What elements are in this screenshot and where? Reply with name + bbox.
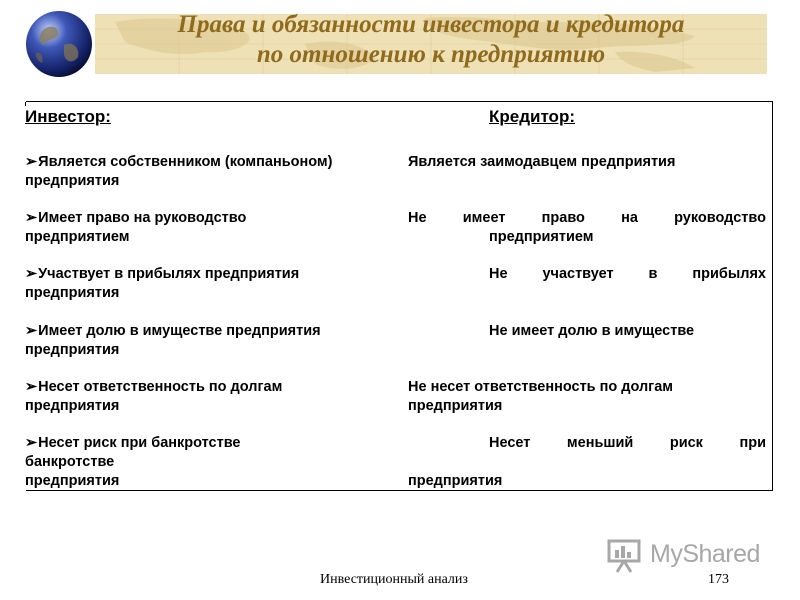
investor-item-4-line-2: предприятия xyxy=(25,342,120,358)
investor-item-3-line-1: Участвует в прибылях предприятия xyxy=(38,266,300,282)
title-line-1: Права и обязанности инвестора и кредитора xyxy=(177,11,685,38)
word: прибылях xyxy=(692,266,766,282)
creditor-item-1-line-1: Является заимодавцем предприятия xyxy=(408,154,676,170)
creditor-item-2 xyxy=(408,209,766,247)
arrow-bullet-icon: ➢ xyxy=(25,210,38,226)
creditor-item-2-line-1 xyxy=(408,209,766,228)
investor-item-1-line-1: Является собственником (компаньоном) xyxy=(38,154,333,170)
word: в xyxy=(648,266,658,282)
word: участвует xyxy=(542,266,614,282)
investor-item-2-line-2: предприятием xyxy=(25,229,130,245)
footer-subject: Инвестиционный анализ xyxy=(320,572,468,587)
creditor-item-5 xyxy=(408,378,673,416)
investor-item-6 xyxy=(25,434,241,491)
word: риск xyxy=(669,435,703,451)
word: имеет xyxy=(462,210,506,226)
word: руководство xyxy=(674,210,766,226)
globe-icon xyxy=(24,9,94,79)
creditor-item-6-line-1-wrap xyxy=(489,434,766,453)
creditor-item-1 xyxy=(408,153,675,172)
investor-item-1-line-2: предприятия xyxy=(25,173,120,189)
word: право xyxy=(541,210,585,226)
investor-item-5-line-2: предприятия xyxy=(25,398,120,414)
creditor-item-4 xyxy=(489,322,694,341)
creditor-item-6-line-2: предприятия xyxy=(408,473,503,489)
arrow-bullet-icon: ➢ xyxy=(25,266,38,282)
watermark-text: MyShared xyxy=(650,540,760,568)
creditor-item-6 xyxy=(408,472,502,491)
investor-item-5-line-1: Несет ответственность по долгам xyxy=(38,379,283,395)
title-line-2: по отношению к предприятию xyxy=(256,41,606,68)
investor-item-4 xyxy=(25,322,321,360)
creditor-item-3-line-1 xyxy=(489,265,766,284)
creditor-item-4-line-1: Не имеет долю в имуществе xyxy=(489,323,695,339)
creditor-header: Кредитор: xyxy=(489,107,575,126)
arrow-bullet-icon: ➢ xyxy=(25,435,38,451)
page-number: 173 xyxy=(708,572,729,587)
slide-title xyxy=(95,10,767,70)
investor-item-5 xyxy=(25,378,282,416)
investor-item-6-line-1: Несет риск при банкротстве xyxy=(38,435,241,451)
investor-item-2 xyxy=(25,209,246,247)
arrow-bullet-icon: ➢ xyxy=(25,379,38,395)
creditor-item-5-line-1: Не несет ответственность по долгам xyxy=(408,379,673,395)
word: Не xyxy=(489,266,508,282)
investor-item-6-line-2: банкротстве xyxy=(25,454,115,470)
word: Не xyxy=(408,210,427,226)
presentation-board-icon xyxy=(606,538,646,574)
investor-item-3 xyxy=(25,265,299,303)
box-corner xyxy=(25,102,26,106)
arrow-bullet-icon: ➢ xyxy=(25,154,38,170)
arrow-bullet-icon: ➢ xyxy=(25,323,38,339)
investor-header: Инвестор: xyxy=(25,107,111,126)
investor-item-3-line-2: предприятия xyxy=(25,285,120,301)
investor-item-2-line-1: Имеет право на руководство xyxy=(38,210,247,226)
word: при xyxy=(739,435,766,451)
creditor-item-5-line-2: предприятия xyxy=(408,398,503,414)
word: меньший xyxy=(566,435,634,451)
creditor-item-2-line-2: предприятием xyxy=(489,229,594,245)
myshared-logo xyxy=(606,538,766,574)
creditor-item-3 xyxy=(489,265,766,284)
investor-item-6-line-3: предприятия xyxy=(25,473,120,489)
word: на xyxy=(621,210,638,226)
creditor-item-6-line-1 xyxy=(489,434,766,453)
investor-item-1 xyxy=(25,153,332,191)
word: Несет xyxy=(489,435,531,451)
investor-item-4-line-1: Имеет долю в имуществе предприятия xyxy=(38,323,321,339)
